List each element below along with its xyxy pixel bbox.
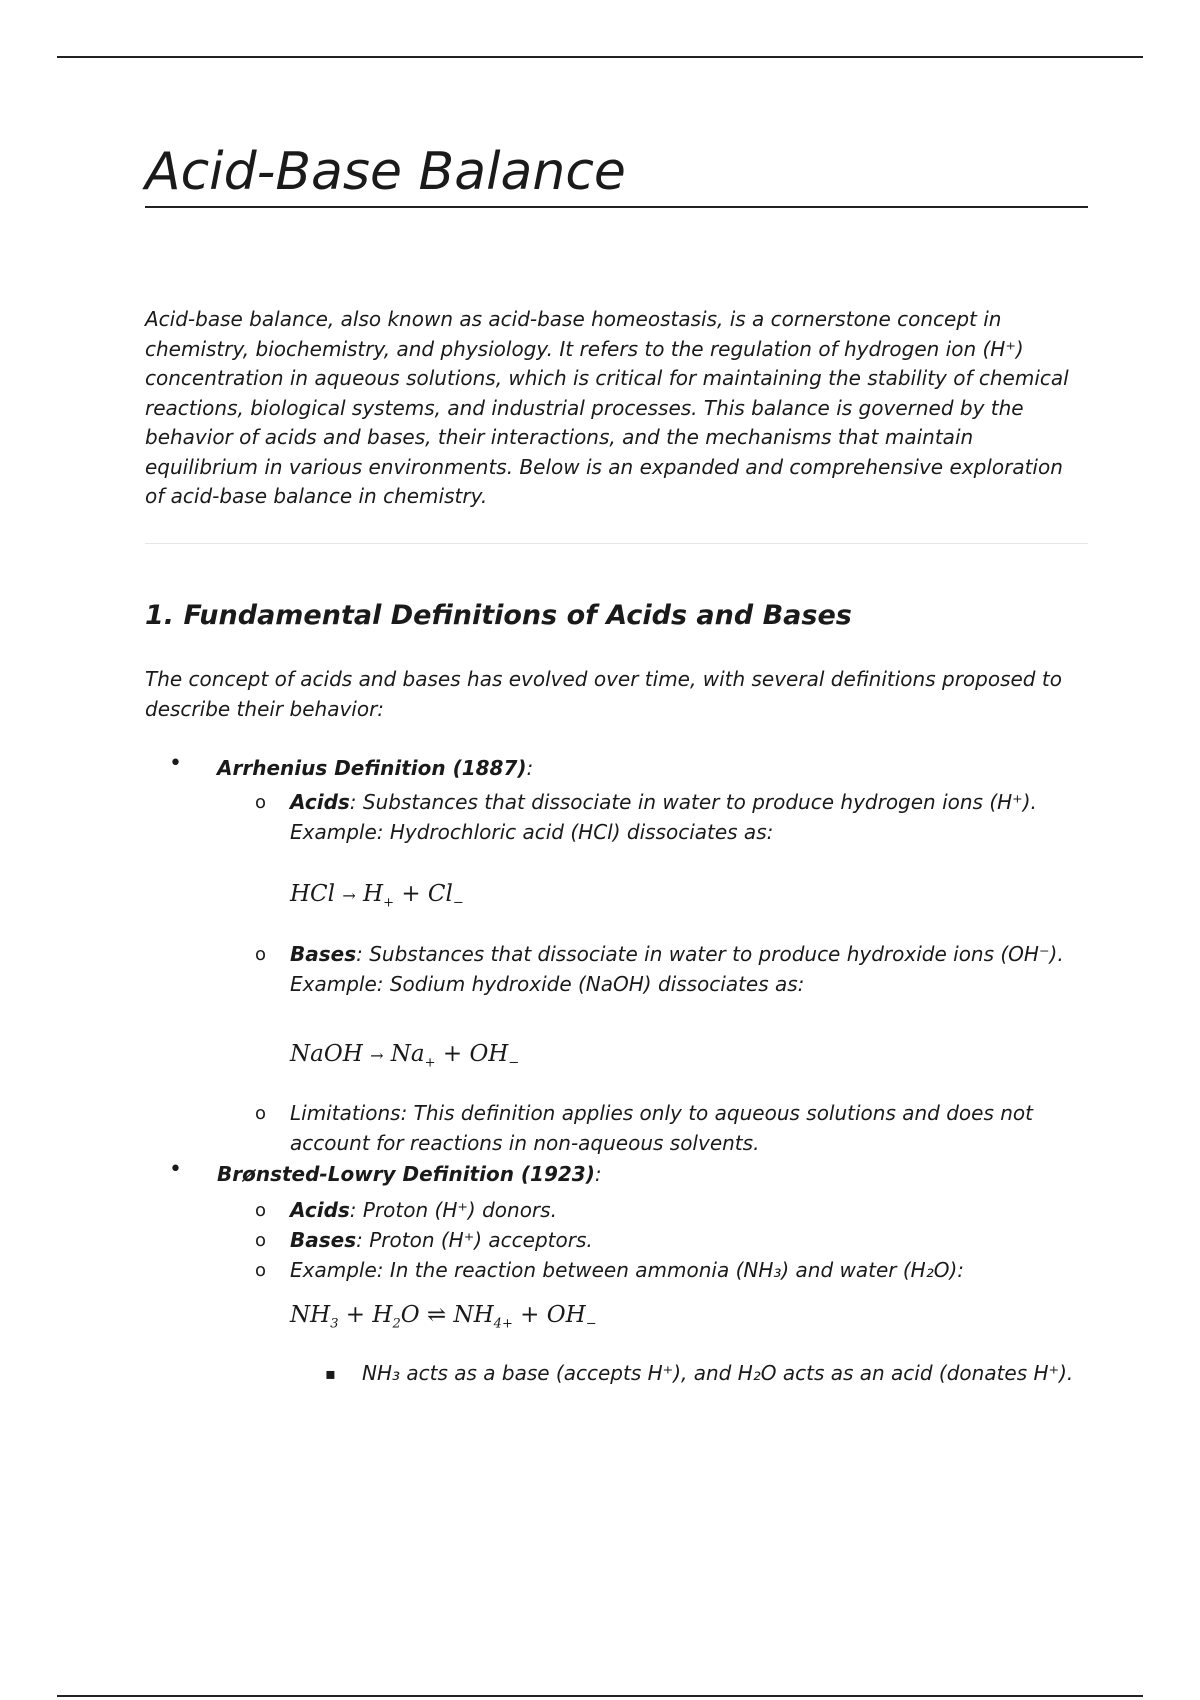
circle-marker: o [255, 792, 267, 813]
bullet-marker: • [169, 1157, 182, 1182]
page-top-rule [57, 56, 1143, 58]
bronsted-heading: Brønsted-Lowry Definition (1923): [217, 1162, 602, 1186]
circle-marker: o [255, 1260, 267, 1281]
square-marker: ▪ [325, 1364, 336, 1383]
bronsted-acids-item: Acids: Proton (H⁺) donors. [290, 1198, 557, 1222]
circle-marker: o [255, 1200, 267, 1221]
arrhenius-heading: Arrhenius Definition (1887): [217, 756, 534, 780]
section-heading: 1. Fundamental Definitions of Acids and Bases [145, 600, 852, 631]
page-bottom-rule [57, 1695, 1143, 1697]
arrhenius-limitations-item: Limitations: This definition applies only to aqueous solutions and does not account for reactions in non-aqueous solvents. [290, 1101, 1033, 1155]
arrhenius-bases-item: Bases: Substances that dissociate in water to produce hydroxide ions (OH⁻). Example: Sodium hydroxide (NaOH) dissociates as: [290, 942, 1064, 996]
bullet-marker: • [169, 751, 182, 776]
bronsted-note-item: NH₃ acts as a base (accepts H⁺), and H₂O acts as an acid (donates H⁺). [362, 1361, 1074, 1385]
bronsted-bases-item: Bases: Proton (H⁺) acceptors. [290, 1228, 593, 1252]
equation-naoh: NaOH → $Na_+ + OH_-$ [290, 1041, 520, 1071]
equation-hcl: HCl → $H_+ + Cl_-$ [290, 881, 464, 911]
arrhenius-acids-item: Acids: Substances that dissociate in water to produce hydrogen ions (H⁺). Example: Hydrochloric acid (HCl) dissociates as: [290, 790, 1037, 844]
section-lead: The concept of acids and bases has evolved over time, with several definitions proposed to describe their behavior: [145, 667, 1062, 721]
bronsted-example-item: Example: In the reaction between ammonia (NH₃) and water (H₂O): [290, 1258, 965, 1282]
page-title: Acid-Base Balance [145, 142, 1088, 208]
circle-marker: o [255, 1230, 267, 1251]
equation-ammonia: $NH_3 + H_2O$ ⇌ $NH_{4+} + OH_-$ [290, 1302, 597, 1332]
intro-paragraph: Acid-base balance, also known as acid-base homeostasis, is a cornerstone concept in chemistry, biochemistry, and physiology. It refers to the regulation of hydrogen ion (H⁺) concentration in aqueous solutions, which is critical for maintaining the stability of chemical reactions, biological systems, and industrial processes. This balance is governed by the behavior of acids and bases, their interactions, and the mechanisms that maintain equilibrium in various environments. Below is an expanded and comprehensive exploration of acid-base balance in chemistry. [145, 307, 1069, 508]
circle-marker: o [255, 944, 267, 965]
circle-marker: o [255, 1103, 267, 1124]
section-divider [145, 543, 1088, 544]
